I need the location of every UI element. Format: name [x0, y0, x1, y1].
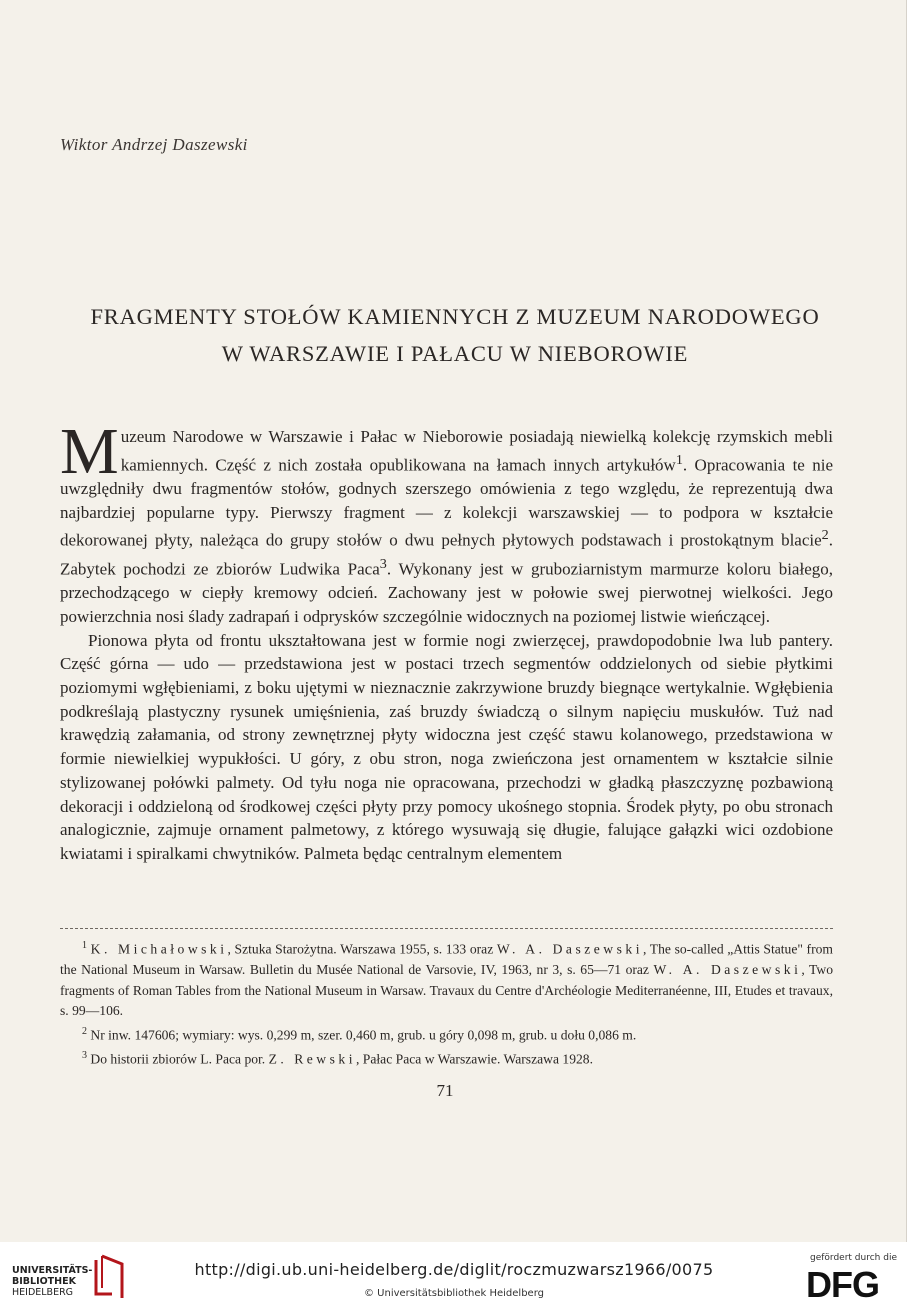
footnote-2: $^2$ Nr inw. 147606; wymiary: wys. 0,299 m, szer. 0,460 m, grub. u góry 0,098 m, grub. u dołu 0,086 m.	[82, 1025, 637, 1043]
digitization-footer	[0, 1242, 908, 1311]
footnotes	[60, 936, 833, 1070]
page-number: 71	[436, 1081, 454, 1100]
article-body	[60, 415, 833, 866]
dfg-logo: DFG	[806, 1264, 879, 1305]
paragraph-2: Pionowa płyta od frontu ukształtowana jest w formie nogi zwierzęcej, prawdopodobnie lwa lub pantery. Część górna — udo — przedstawiona jest w postaci trzech segmentów oddzielonych od siebie płytkimi poziomymi wgłębieniami, z boku ujętymi w nieznacznie zakrzywione bruzdy biegnące wertykalnie. Wgłębienia podkreślają plastyczny rysunek umięśnienia, zaś bruzdy świadczą o silnym napięciu muskułów. Tuż nad krawędzią załamania, od strony zewnętrznej płyty widoczna jest część stawu kolanowego, przedstawiona w formie niewielkiej wypukłości. U góry, z obu stron, noga zwieńczona jest ornamentem w kształcie silnie stylizowanej połówki palmety. Od tyłu noga nie opracowana, przechodzi w gładką płaszczyznę pozbawioną dekoracji i oddzieloną od środkowej części płyty przy pomocy ukośnego stopnia. Środek płyty, po obu stronach analogicznie, zajmuje ornament palmetowy, z którego wysuwają się długie, falujące gałązki wici ozdobione kwiatami i spiralkami chwytników. Palmeta będąc centralnym elementem	[60, 630, 833, 863]
footnote-3: $^3$ Do historii zbiorów L. Paca por. Z. Rewski, Pałac Paca w Warszawie. Warszawa 1928.	[82, 1049, 593, 1067]
title-line-1: FRAGMENTY STOŁÓW KAMIENNYCH Z MUZEUM NARODOWEGO	[90, 304, 820, 329]
footnote-ref-2[interactable]: 2	[821, 527, 829, 544]
permalink-url[interactable]: http://digi.ub.uni-heidelberg.de/diglit/roczmuzwarsz1966/0075	[194, 1260, 714, 1279]
footnote-divider	[60, 928, 833, 929]
title-line-2: W WARSZAWIE I PAŁACU W NIEBOROWIE	[221, 341, 689, 366]
footnote-ref-1[interactable]: 1	[675, 451, 683, 468]
author-name: Wiktor Andrzej Daszewski	[60, 135, 248, 154]
footnote-1: $^1$ K. Michałowski, Sztuka Starożytna. Warszawa 1955, s. 133 oraz W. A. Daszewski, The so-called „Attis Statue" from the National Museum in Warsaw. Bulletin du Musée National de Varsovie, IV, 1963, nr 3, s. 65—71 oraz W. A. Daszewski, Two fragments of Roman Tables from the National Museum in Warsaw. Travaux du Centre d'Archéologie Mediterranéenne, III, Etudes et travaux, s. 99—106.	[60, 940, 833, 1019]
footnote-ref-3[interactable]: 3	[379, 555, 387, 572]
university-library-name: UNIVERSITÄTS- BIBLIOTHEK HEIDELBERG	[12, 1265, 93, 1298]
paragraph-1: Muzeum Narodowe w Warszawie i Pałac w Nieborowie posiadają niewielką kolekcję rzymskich mebli kamiennych. Część z nich została opublikowana na łamach innych artykułów$^1$. Opracowania te nie uwzględniły dwu fragmentów stołów, godnych szerszego omówienia z tego względu, że reprezentują dwa najbardziej popularne typy. Pierwszy fragment — z kolekcji warszawskiej — to podpora w kształcie dekorowanej płyty, należąca do grupy stołów o dwu pełnych płytowych podstawach i prostokątnym blacie$^2$. Zabytek pochodzi ze zbiorów Ludwika Paca$^3$. Wykonany jest w gruboziarnistym marmurze koloru białego, przechodzącego w ciepły kremowy odcień. Zachowany jest w połowie swej pierwotnej wielkości. Jego powierzchnia nosi ślady zadrapań i odprysków szczególnie widocznych na poziomej listwie wieńczącej.	[60, 415, 833, 626]
article-title	[40, 298, 870, 372]
drop-cap: M	[60, 415, 119, 488]
copyright-notice: © Universitätsbibliothek Heidelberg	[363, 1288, 544, 1299]
funding-note: gefördert durch die	[810, 1253, 897, 1263]
